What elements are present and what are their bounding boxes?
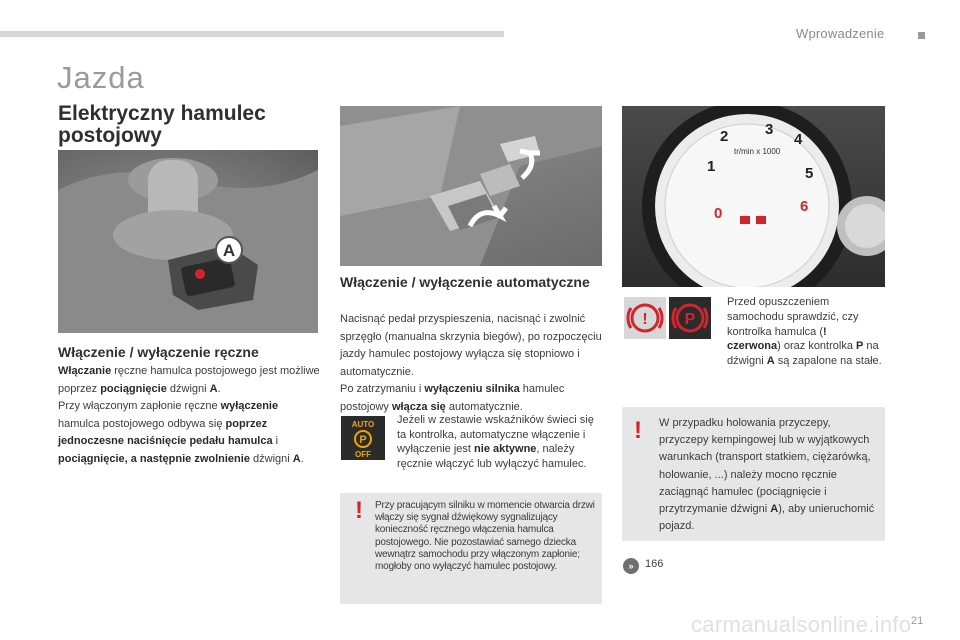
header-title: Wprowadzenie: [796, 26, 885, 41]
svg-text:P: P: [359, 434, 367, 446]
towing-warning-text: W przypadku holowania przyczepy, przyczepy kempingowej lub w wyjątkowych warunkach (transport statkiem, ciężarówką, holowanie, ...) należy mocno ręcznie zaciągnąć hamulec (pociągnięcie i przytrzymanie dźwigni A), aby unieruchomić pojazd.: [659, 417, 875, 533]
pedals-photo: [340, 106, 602, 266]
console-illustration: [58, 150, 318, 333]
auto-p-off-icon: [341, 416, 385, 460]
svg-text:OFF: OFF: [355, 450, 371, 459]
svg-text:4: 4: [794, 131, 803, 148]
pedals-illustration: [340, 106, 602, 266]
page-title: Jazda: [57, 60, 145, 95]
dashboard-illustration: [622, 106, 885, 287]
svg-text:1: 1: [707, 158, 716, 175]
svg-text:P: P: [684, 311, 696, 328]
dashboard-photo: [622, 106, 885, 287]
svg-text:5: 5: [805, 165, 814, 182]
svg-text:AUTO: AUTO: [351, 420, 375, 429]
auto-warning-text: Przy pracującym silniku w momencie otwarcia drzwi włączy się sygnał dźwiękowy sygnalizujący konieczność ręcznego włączenia hamulca postojowego. Nie pozostawiać samego dziecka wewnątrz samochodu przy włączonym zapłonie; mogłoby ono wyłączyć hamulec postojowy.: [375, 500, 595, 573]
svg-text:!: !: [642, 311, 648, 328]
right-check-text: Przed opuszczeniem samochodu sprawdzić, czy kontrolka hamulca (! czerwona) oraz kontrolka P na dźwigni A są zapalone na stałe.: [727, 296, 882, 368]
auto-warning-box: [340, 493, 602, 604]
auto-heading: Włączenie / wyłączenie automatyczne: [340, 274, 590, 290]
auto-icon-text: Jeżeli w zestawie wskaźników świeci się ta kontrolka, automatyczne włączenie i wyłączenie jest nie aktywne, należy ręcznie włączyć lub wyłączyć hamulec.: [397, 414, 594, 470]
lever-label: A: [222, 241, 236, 260]
page-number: 21: [911, 615, 924, 627]
svg-text:3: 3: [765, 121, 774, 138]
header-bar: [0, 31, 504, 37]
manual-text: Włączanie ręczne hamulca postojowego jest możliwe poprzez pociągnięcie dźwigni A. Przy włączonym zapłonie ręczne wyłączenie hamulca postojowego odbywa się poprzez jednoczesne naciśnięcie pedału hamulca i pociągnięcie, a następnie zwolnienie dźwigni A.: [58, 365, 320, 465]
page-reference[interactable]: 166: [645, 558, 664, 570]
towing-warning-box: [622, 407, 885, 541]
see-page-icon[interactable]: »: [623, 558, 639, 574]
warning-icon: !: [634, 417, 642, 444]
manual-heading: Włączenie / wyłączenie ręczne: [58, 344, 259, 360]
svg-text:2: 2: [720, 128, 729, 145]
parking-p-icon: [669, 297, 711, 339]
warning-icon: !: [355, 497, 363, 524]
auto-text: Nacisnąć pedał przyspieszenia, nacisnąć i zwolnić sprzęgło (manualna skrzynia biegów), po rozpoczęciu jazdy hamulec postojowy wyłącza się stopniowo i automatycznie. Po zatrzymaniu i wyłączeniu silnika hamulec postojowy włącza się automatycznie.: [340, 313, 602, 413]
header-marker: [918, 32, 925, 39]
svg-text:6: 6: [800, 198, 809, 215]
brake-warning-icon: [624, 297, 666, 339]
svg-text:tr/min x 1000: tr/min x 1000: [734, 147, 781, 156]
svg-text:0: 0: [714, 205, 723, 222]
watermark: carmanualsonline.info: [691, 612, 912, 637]
section-title: Elektryczny hamulec postojowy: [58, 102, 266, 147]
console-photo: [58, 150, 318, 333]
